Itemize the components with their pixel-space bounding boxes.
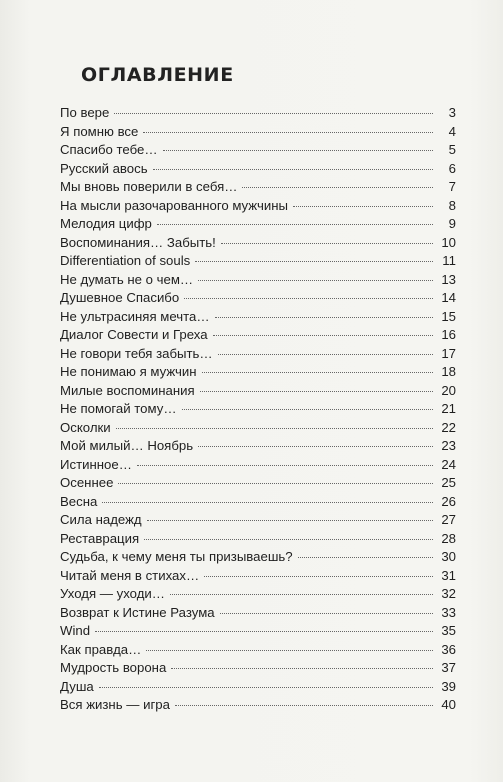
toc-entry	[60, 289, 456, 308]
toc-entry	[60, 604, 456, 623]
toc-entry-title: Не помогай тому…	[60, 401, 177, 416]
toc-entry-title: Не понимаю я мужчин	[60, 364, 197, 379]
toc-entry	[60, 456, 456, 475]
toc-entry-page-number: 10	[441, 234, 456, 250]
toc-entry-title: Воспоминания… Забыть!	[60, 234, 216, 250]
dot-leader	[198, 280, 433, 281]
toc-entry-title: Сила надежд	[60, 512, 142, 527]
dot-leader	[114, 113, 433, 114]
toc-entry	[60, 641, 456, 660]
toc-entry-title: Читай меня в стихах…	[60, 567, 200, 583]
dot-leader	[200, 391, 433, 392]
dot-leader	[298, 557, 433, 558]
toc-entry	[60, 123, 456, 142]
toc-entry-page-number: 17	[441, 345, 456, 361]
toc-entry	[60, 493, 456, 512]
dot-leader	[118, 483, 433, 484]
toc-entry	[60, 215, 456, 234]
dot-leader	[195, 261, 433, 262]
dot-leader	[116, 428, 433, 429]
toc-entry	[60, 104, 456, 123]
dot-leader	[170, 594, 433, 595]
toc-entry-page-number: 13	[441, 271, 456, 287]
dot-leader	[146, 650, 433, 651]
toc-entry-page-number: 36	[441, 641, 456, 657]
toc-entry	[60, 363, 456, 382]
toc-entry-title: Осеннее	[60, 475, 114, 490]
toc-entry	[60, 567, 456, 586]
toc-entry-page-number: 23	[441, 438, 456, 453]
dot-leader	[242, 187, 433, 188]
toc-entry-title: Как правда…	[60, 641, 142, 657]
dot-leader	[184, 298, 433, 299]
toc-entry	[60, 437, 456, 456]
toc-entry-page-number: 6	[448, 160, 456, 176]
toc-entry	[60, 197, 456, 216]
toc-entry-page-number: 37	[441, 660, 456, 675]
dot-leader	[220, 613, 433, 614]
toc-entry-title: Мудрость ворона	[60, 660, 167, 675]
toc-entry	[60, 400, 456, 419]
toc-entry-title: Спасибо тебе…	[60, 142, 158, 157]
toc-entry	[60, 160, 456, 179]
dot-leader	[213, 335, 433, 336]
toc-heading: ОГЛАВЛЕНИЕ	[81, 64, 234, 86]
toc-entry-page-number: 39	[441, 678, 456, 694]
toc-entry	[60, 419, 456, 438]
toc-entry-title: Диалог Совести и Греха	[60, 327, 208, 342]
toc-entry-page-number: 26	[441, 493, 456, 509]
toc-entry	[60, 141, 456, 160]
toc-entry-page-number: 18	[441, 364, 456, 379]
toc-entry	[60, 345, 456, 364]
dot-leader	[99, 687, 433, 688]
toc-entry-page-number: 5	[448, 142, 456, 157]
dot-leader	[153, 169, 433, 170]
toc-entry-page-number: 15	[441, 308, 456, 324]
dot-leader	[218, 354, 433, 355]
toc-entry-page-number: 11	[442, 253, 456, 268]
toc-entry-page-number: 22	[441, 419, 456, 435]
toc-entry-title: Душевное Спасибо	[60, 290, 180, 305]
dot-leader	[163, 150, 433, 151]
toc-entry-title: Я помню все	[60, 123, 139, 139]
toc-entry-page-number: 4	[448, 123, 456, 139]
toc-entry	[60, 622, 456, 641]
dot-leader	[147, 520, 433, 521]
toc-entry-title: Не думать не о чем…	[60, 271, 194, 287]
toc-entry	[60, 511, 456, 530]
toc-entry-title: Differentiation of souls	[60, 253, 191, 268]
toc-entry-title: Не говори тебя забыть…	[60, 345, 213, 361]
dot-leader	[171, 668, 433, 669]
toc-entry	[60, 234, 456, 253]
toc-entry-title: Судьба, к чему меня ты призываешь?	[60, 549, 293, 564]
toc-entry	[60, 548, 456, 567]
toc-entry-title: По вере	[60, 105, 110, 120]
toc-entry	[60, 382, 456, 401]
dot-leader	[157, 224, 433, 225]
dot-leader	[198, 446, 433, 447]
toc-entry	[60, 530, 456, 549]
toc-entry-page-number: 28	[441, 530, 456, 546]
toc-entry-page-number: 21	[441, 401, 456, 416]
toc-entry-title: Милые воспоминания	[60, 382, 195, 398]
toc-entry-page-number: 30	[441, 549, 456, 564]
toc-entry	[60, 308, 456, 327]
toc-entry-page-number: 24	[441, 456, 456, 472]
toc-entry-title: Не ультрасиняя мечта…	[60, 308, 210, 324]
dot-leader	[293, 206, 433, 207]
dot-leader	[215, 317, 433, 318]
toc-entry-title: Wind	[60, 623, 91, 638]
toc-entry-title: Истинное…	[60, 456, 132, 472]
toc-entry-title: Русский авось	[60, 160, 148, 176]
toc-entry	[60, 585, 456, 604]
dot-leader	[137, 465, 433, 466]
toc-entry-page-number: 3	[448, 105, 456, 120]
toc-entry	[60, 178, 456, 197]
toc-entry	[60, 252, 456, 271]
toc-entry-title: Мелодия цифр	[60, 216, 152, 231]
toc-entry-page-number: 8	[448, 197, 456, 213]
toc-entry-page-number: 35	[441, 623, 456, 638]
toc-entry-page-number: 40	[441, 697, 456, 712]
toc-entry-page-number: 20	[441, 382, 456, 398]
toc-entry	[60, 678, 456, 697]
toc-entry-title: Душа	[60, 678, 94, 694]
dot-leader	[175, 705, 433, 706]
dot-leader	[144, 539, 433, 540]
toc-entry-title: Вся жизнь — игра	[60, 697, 170, 712]
toc-entry-title: Уходя — уходи…	[60, 586, 165, 601]
toc-entry-title: Реставрация	[60, 530, 140, 546]
toc-list	[60, 104, 456, 715]
toc-entry-page-number: 33	[441, 604, 456, 620]
toc-entry-page-number: 14	[441, 290, 456, 305]
toc-entry-page-number: 25	[441, 475, 456, 490]
toc-entry-title: Мы вновь поверили в себя…	[60, 179, 238, 194]
dot-leader	[204, 576, 433, 577]
toc-entry-page-number: 31	[441, 567, 456, 583]
toc-entry-page-number: 27	[441, 512, 456, 527]
toc-entry	[60, 271, 456, 290]
toc-entry	[60, 659, 456, 678]
toc-entry-page-number: 9	[448, 216, 456, 231]
dot-leader	[143, 132, 433, 133]
dot-leader	[182, 409, 433, 410]
toc-entry-title: Осколки	[60, 419, 111, 435]
toc-entry	[60, 696, 456, 715]
toc-entry-title: Мой милый… Ноябрь	[60, 438, 194, 453]
toc-entry-title: На мысли разочарованного мужчины	[60, 197, 288, 213]
dot-leader	[102, 502, 433, 503]
toc-entry-page-number: 7	[448, 179, 456, 194]
dot-leader	[95, 631, 433, 632]
dot-leader	[221, 243, 433, 244]
toc-entry-title: Возврат к Истине Разума	[60, 604, 215, 620]
toc-entry-title: Весна	[60, 493, 98, 509]
dot-leader	[202, 372, 433, 373]
toc-entry-page-number: 32	[441, 586, 456, 601]
toc-entry	[60, 474, 456, 493]
toc-entry	[60, 326, 456, 345]
toc-entry-page-number: 16	[441, 327, 456, 342]
